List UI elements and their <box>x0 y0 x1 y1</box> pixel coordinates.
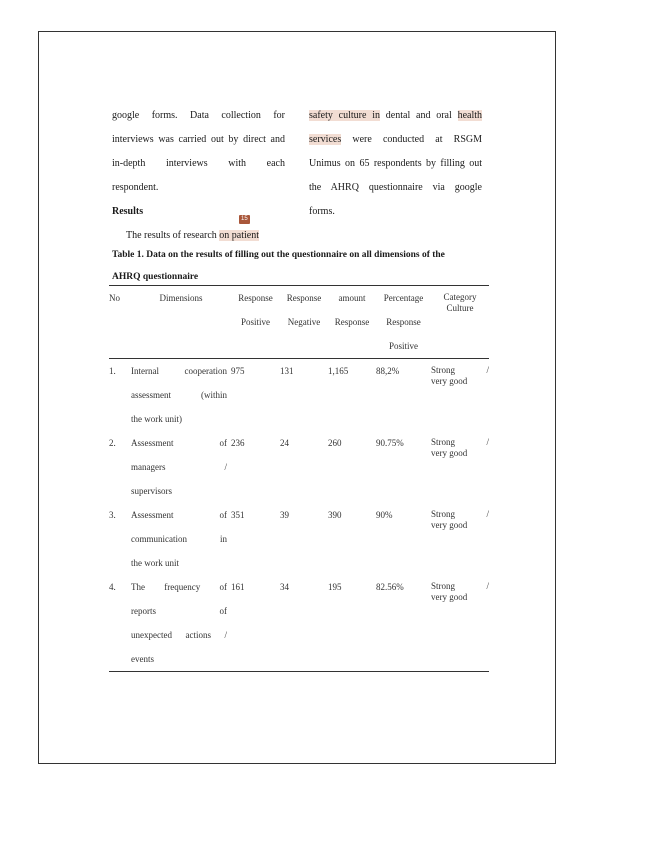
row-negative: 24 <box>280 438 289 448</box>
table-row <box>109 503 489 575</box>
row-percentage: 82.56% <box>376 582 404 592</box>
header-dimensions: Dimensions <box>159 293 203 303</box>
header-response-negative: Response Negative <box>286 293 322 327</box>
row-category: Strong / very good <box>431 437 489 458</box>
table-caption-line-2: AHRQ questionnaire <box>112 272 199 282</box>
header-category: Category Culture <box>443 292 477 313</box>
row-category: Strong / very good <box>431 581 489 602</box>
row-no: 4. <box>109 582 116 592</box>
row-dimension: Internal cooperation assessment (within the work unit) <box>131 366 227 424</box>
row-no: 1. <box>109 366 116 376</box>
row-percentage: 90% <box>376 510 393 520</box>
row-dimension: Assessment of managers / supervisors <box>131 438 227 496</box>
row-category: Strong / very good <box>431 365 489 386</box>
results-heading: Results <box>112 206 144 217</box>
row-amount: 390 <box>328 510 342 520</box>
right-line-5: forms. <box>309 206 335 217</box>
row-no: 2. <box>109 438 116 448</box>
left-line-2: interviews was carried out by direct and <box>112 134 285 145</box>
highlight-health[interactable]: health <box>457 110 483 121</box>
header-percentage: Percentage Response Positive <box>383 293 424 351</box>
table-caption <box>112 244 488 288</box>
right-line-3: Unimus on 65 respondents by filling out <box>309 158 482 169</box>
results-prefix: The results of research <box>126 230 217 241</box>
header-no: No <box>109 293 120 303</box>
row-percentage: 90.75% <box>376 438 404 448</box>
row-negative: 39 <box>280 510 289 520</box>
row-positive: 161 <box>231 582 245 592</box>
row-amount: 195 <box>328 582 342 592</box>
row-no: 3. <box>109 510 116 520</box>
left-column <box>112 104 285 248</box>
right-line-4: the AHRQ questionnaire via google <box>309 182 482 193</box>
table-row <box>109 575 489 672</box>
left-line-3: in-depth interviews with each <box>112 158 285 169</box>
table-header-row <box>109 286 489 359</box>
right-line-1 <box>309 104 482 128</box>
table-caption-line-1: Table 1. Data on the results of filling out the questionnaire on all dimensions of the <box>112 250 445 260</box>
row-negative: 34 <box>280 582 289 592</box>
right-line-2-plain: were conducted at RSGM <box>341 134 482 145</box>
row-dimension: The frequency of reports of unexpected actions / events <box>131 582 227 664</box>
paper-page <box>38 31 556 764</box>
right-column <box>309 104 482 224</box>
comment-marker[interactable]: 15 <box>241 216 248 222</box>
row-dimension: Assessment of communication in the work unit <box>131 510 227 568</box>
results-highlight[interactable]: on patient <box>219 230 260 241</box>
table-row <box>109 431 489 503</box>
row-amount: 1,165 <box>328 366 349 376</box>
right-line-1-plain: dental and oral <box>380 110 458 121</box>
header-response-positive: Response Positive <box>238 293 273 327</box>
row-amount: 260 <box>328 438 342 448</box>
left-line-4: respondent. <box>112 182 159 193</box>
row-positive: 975 <box>231 366 245 376</box>
table-row <box>109 359 489 432</box>
highlight-services[interactable]: services <box>309 134 342 145</box>
highlight-safety-culture[interactable]: safety culture in <box>309 110 380 121</box>
results-table <box>109 285 489 672</box>
right-line-2 <box>309 128 482 152</box>
row-percentage: 88,2% <box>376 366 400 376</box>
header-amount-response: amount Response <box>334 293 370 327</box>
row-positive: 236 <box>231 438 245 448</box>
left-line-1: google forms. Data collection for <box>112 110 285 121</box>
row-negative: 131 <box>280 366 294 376</box>
row-positive: 351 <box>231 510 245 520</box>
row-category: Strong / very good <box>431 509 489 530</box>
